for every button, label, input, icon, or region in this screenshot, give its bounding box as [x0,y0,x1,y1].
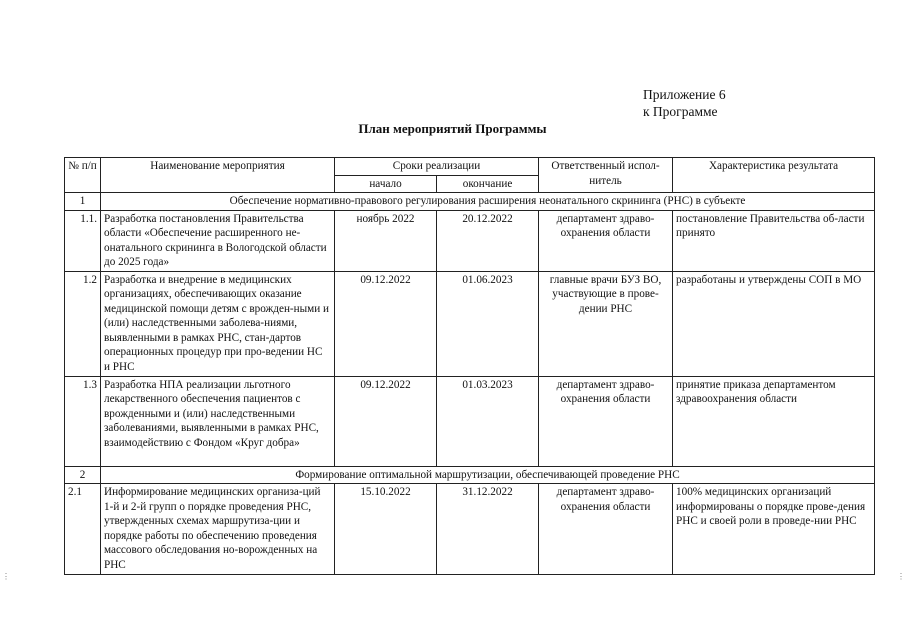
row-result: разработаны и утверждены СОП в МО [673,271,875,376]
col-name-header: Наименование мероприятия [101,158,335,193]
row-activity-name: Разработка НПА реализации льготного лекарственного обеспечения пациентов с врожденными и (или) наследственными заболеваниями, выявленными в рамках РНС, взаимодействию с Фондом «Круг добра» [101,376,335,466]
appendix-note [643,86,726,120]
col-end-header: окончание [437,175,539,193]
row-responsible: главные врачи БУЗ ВО, участвующие в прове-дении РНС [539,271,673,376]
row-responsible: департамент здраво-охранения области [539,210,673,271]
row-responsible: департамент здраво-охранения области [539,484,673,575]
row-end-date: 01.03.2023 [437,376,539,466]
row-number: 1.3 [65,376,101,466]
col-resp-header: Ответственный испол-нитель [539,158,673,193]
scan-edge-mark-right: ⋮ [897,572,905,581]
section-title: Формирование оптимальной маршрутизации, обеспечивающей проведение РНС [101,466,875,484]
row-number: 1.1. [65,210,101,271]
plan-table [64,157,875,575]
row-number: 1.2 [65,271,101,376]
row-start-date: 09.12.2022 [335,271,437,376]
col-terms-header: Сроки реализации [335,158,539,176]
col-num-header: № п/п [65,158,101,193]
row-activity-name: Разработка и внедрение в медицинских организациях, обеспечивающих оказание медицинской помощи детям с врожден-ными и (или) наследственными заболева-ниями, выявленными в рамках РНС, стан-дартов операционных процедур при про-ведении НС и РНС [101,271,335,376]
section-title: Обеспечение нормативно-правового регулирования расширения неонатального скрининга (РНС) в субъекте [101,193,875,211]
appendix-line-2: к Программе [643,104,718,119]
col-start-header: начало [335,175,437,193]
section-row [65,466,875,484]
appendix-line-1: Приложение 6 [643,87,726,102]
row-end-date: 31.12.2022 [437,484,539,575]
row-responsible: департамент здраво-охранения области [539,376,673,466]
table-row [65,484,875,575]
row-activity-name: Разработка постановления Правительства области «Обеспечение расширенного не-онатального скрининга в Вологодской области до 2025 года» [101,210,335,271]
row-start-date: ноябрь 2022 [335,210,437,271]
row-end-date: 20.12.2022 [437,210,539,271]
scan-edge-mark-left: ⋮ [2,572,10,581]
row-result: принятие приказа департаментом здравоохранения области [673,376,875,466]
row-number: 2.1 [65,484,101,575]
section-number: 1 [65,193,101,211]
section-row [65,193,875,211]
section-number: 2 [65,466,101,484]
row-result: 100% медицинских организаций информированы о порядке прове-дения РНС и своей роли в проведе-нии РНС [673,484,875,575]
col-result-header: Характеристика результата [673,158,875,193]
row-activity-name: Информирование медицинских организа-ций 1-й и 2-й групп о порядке проведения РНС, утвержденных схемах маршрутиза-ции и порядке работы по обеспечению проведения массового обследования но-ворожденных на РНС [101,484,335,575]
row-result: постановление Правительства об-ласти принято [673,210,875,271]
table-row [65,376,875,466]
row-start-date: 09.12.2022 [335,376,437,466]
table-header-row [65,158,875,176]
document-title: План мероприятий Программы [358,121,547,136]
row-start-date: 15.10.2022 [335,484,437,575]
table-row [65,210,875,271]
row-end-date: 01.06.2023 [437,271,539,376]
table-row [65,271,875,376]
